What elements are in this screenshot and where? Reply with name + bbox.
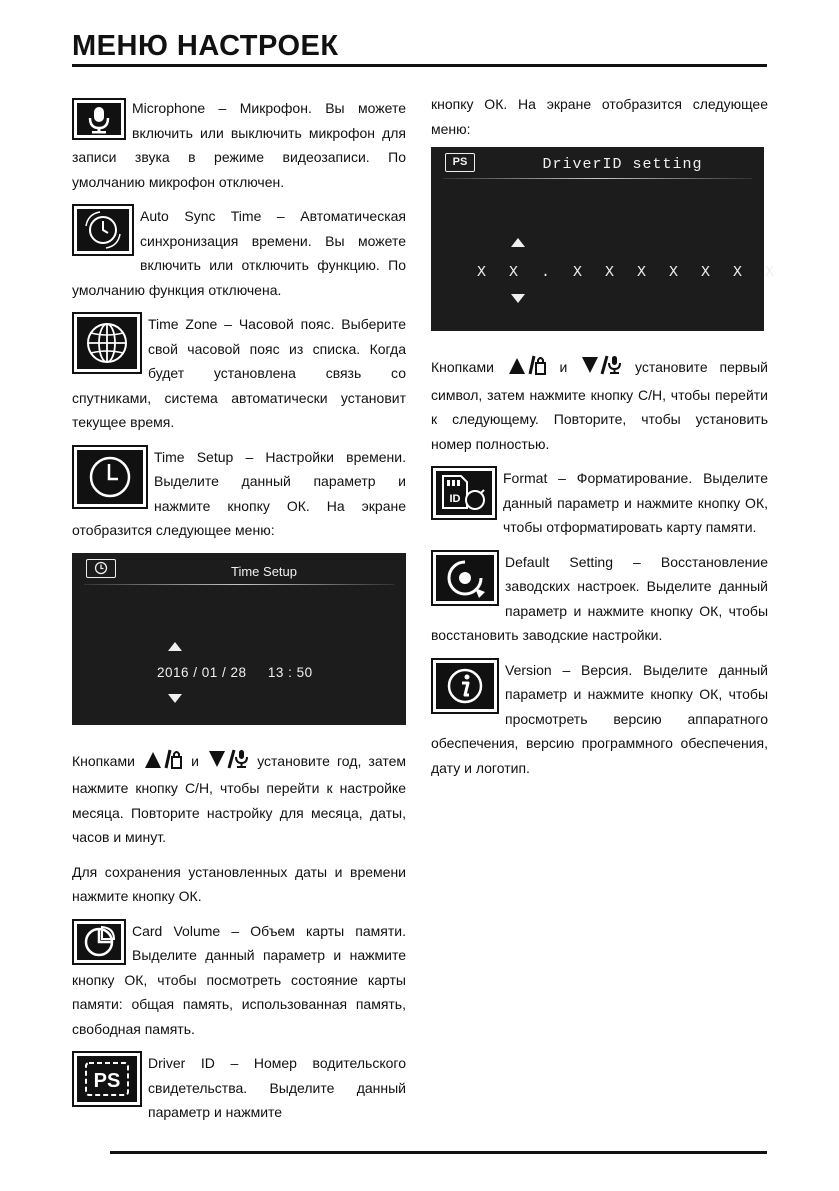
arrow-up-icon <box>168 642 182 651</box>
time-instructions <box>72 749 406 850</box>
format-item <box>431 466 768 540</box>
time-screen-value: 2016 / 01 / 28 13 : 50 <box>157 664 313 680</box>
info-icon <box>431 658 499 714</box>
card-volume-text: Card Volume – Объем карты памяти. Выделите данный параметр и нажмите кнопку ОК, чтобы посмотреть состояние карты памяти: общая память, использованная память, свободная память. <box>72 922 406 1037</box>
auto-sync-text: Auto Sync Time – Автоматическая синхронизация времени. Вы можете включить или отключить функцию. По умолчанию функция отключена. <box>72 208 406 298</box>
time-setup-screen <box>72 553 406 725</box>
up-lock-keys-icon <box>144 749 182 777</box>
time-setup-item <box>72 445 406 543</box>
time-instr-after: установите год, затем нажмите кнопку С/Н, чтобы перейти к настройке месяца. Повторите настройку для месяца, даты, часов и минут. <box>72 752 406 845</box>
globe-icon <box>72 312 142 374</box>
driver-instr-before: Кнопками <box>431 359 494 375</box>
card-volume-item <box>72 919 406 1042</box>
auto-sync-item <box>72 204 406 302</box>
top-rule <box>72 64 767 67</box>
driver-instructions <box>431 355 768 456</box>
microphone-item <box>72 96 406 194</box>
arrow-up-icon <box>511 238 525 247</box>
svg-text:PS: PS <box>93 1070 121 1092</box>
driver-screen-divider <box>443 178 752 179</box>
driver-instr-and: и <box>559 359 568 375</box>
screen-clock-icon <box>86 559 116 578</box>
driver-id-icon <box>72 1051 142 1107</box>
driver-id-item <box>72 1051 406 1125</box>
time-zone-item <box>72 312 406 435</box>
driver-id-screen <box>431 147 782 331</box>
driver-screen-title: DriverID setting <box>542 156 703 173</box>
page-title: МЕНЮ НАСТРОЕК <box>72 30 339 62</box>
driver-screen-value: X X . X X X X X X X <box>477 264 782 281</box>
down-mic-keys-icon <box>208 749 248 777</box>
down-mic-keys-icon <box>581 355 621 383</box>
default-setting-text: Default Setting – Восстановление заводских настроек. Выделите данный параметр и нажмите кнопку ОК, чтобы восстановить заводские настройки. <box>431 553 768 643</box>
driver-id-text: Driver ID – Номер водительского свидетельства. Выделите данный параметр и нажмите <box>148 1055 406 1120</box>
time-zone-text: Time Zone – Часовой пояс. Выберите свой часовой пояс из списка. Когда будет установлена связь со спутниками, система автоматически установит текущее время. <box>72 316 406 430</box>
format-text: Format – Форматирование. Выделите данный параметр и нажмите кнопку ОК, чтобы отформатировать карту памяти. <box>503 470 768 535</box>
driver-instr-after: установите первый символ, затем нажмите кнопку С/Н, чтобы перейти к следующему. Повторите, чтобы установить номер полностью. <box>431 359 768 452</box>
auto-sync-clock-icon <box>72 204 134 256</box>
svg-text:ID: ID <box>449 493 461 505</box>
save-note: Для сохранения установленных даты и времени нажмите кнопку ОК. <box>72 863 406 904</box>
pie-chart-icon <box>72 919 126 965</box>
microphone-icon <box>72 98 126 140</box>
left-column <box>72 96 406 1135</box>
time-instr-and: и <box>191 752 199 769</box>
time-screen-header <box>72 553 406 583</box>
format-card-icon <box>431 466 497 520</box>
version-text: Version – Версия. Выделите данный параметр и нажмите кнопку ОК, чтобы просмотреть версию аппаратного обеспечения, версию программного обеспечения, дату и логотип. <box>431 661 768 776</box>
default-setting-item <box>431 550 768 648</box>
bottom-rule <box>110 1151 767 1154</box>
time-screen-title: Time Setup <box>231 563 297 579</box>
arrow-down-icon <box>511 294 525 303</box>
time-screen-divider <box>84 584 394 585</box>
up-lock-keys-icon <box>508 355 546 383</box>
clock-icon <box>72 445 148 509</box>
time-setup-text: Time Setup – Настройки времени. Выделите данный параметр и нажмите кнопку ОК. На экране отобразится следующее меню: <box>72 448 406 538</box>
screen-ps-icon: PS <box>445 153 475 172</box>
version-item <box>431 658 768 781</box>
microphone-text: Microphone – Микрофон. Вы можете включить или выключить микрофон для записи звука в режиме видеозаписи. По умолчанию микрофон отключен. <box>72 100 406 190</box>
driver-screen-header <box>431 147 764 177</box>
driver-id-continuation: кнопку ОК. На экране отобразится следующее меню: <box>431 96 768 137</box>
arrow-down-icon <box>168 694 182 703</box>
right-column <box>431 92 782 790</box>
reset-icon <box>431 550 499 606</box>
time-instr-before: Кнопками <box>72 752 135 769</box>
